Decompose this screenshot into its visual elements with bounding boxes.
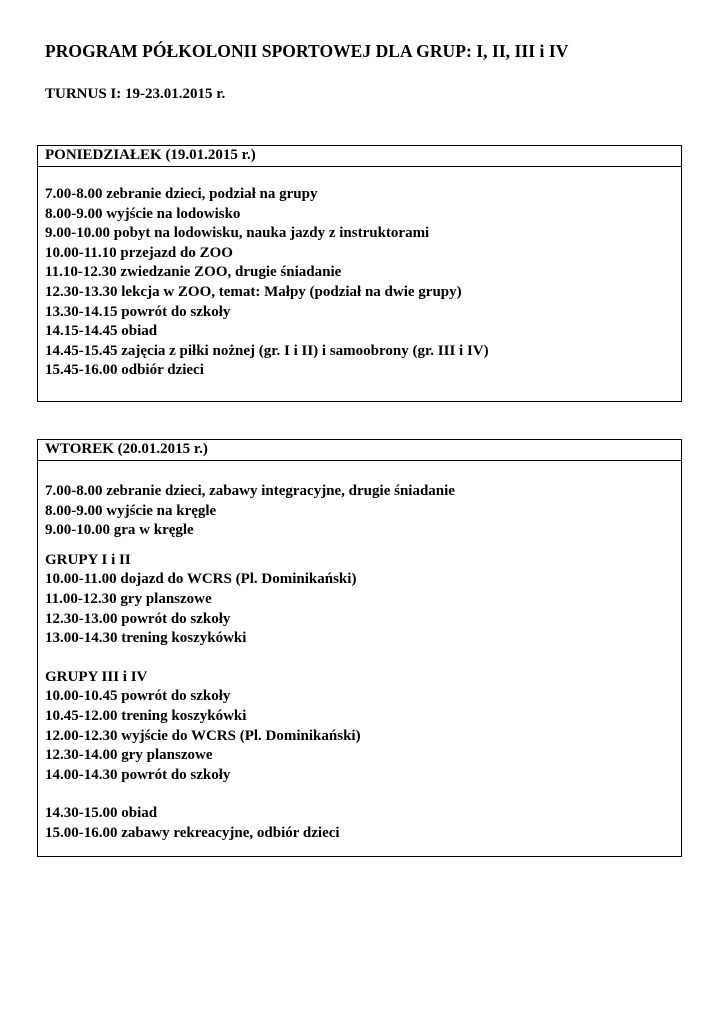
document-title: PROGRAM PÓŁKOLONII SPORTOWEJ DLA GRUP: I, II, III i IV [45, 41, 569, 61]
tuesday-item: 7.00-8.00 zebranie dzieci, zabawy integracyjne, drugie śniadanie [45, 483, 455, 499]
tuesday-item: 8.00-9.00 wyjście na kręgle [45, 502, 217, 519]
group-1-2-title: GRUPY I i II [45, 551, 131, 568]
monday-item: 11.10-12.30 zwiedzanie ZOO, drugie śniadanie [45, 264, 342, 281]
monday-item: 13.30-14.15 powrót do szkoły [45, 303, 231, 320]
monday-item: 14.15-14.45 obiad [45, 323, 158, 340]
tuesday-schedule-list [38, 461, 681, 844]
monday-schedule-list [38, 167, 681, 381]
session-subtitle: TURNUS I: 19-23.01.2015 r. [45, 86, 226, 102]
tuesday-afternoon-section [45, 804, 681, 843]
group-1-2-item: 10.00-11.00 dojazd do WCRS (Pl. Dominikański) [45, 571, 357, 588]
group-3-4-item: 10.45-12.00 trening koszykówki [45, 707, 247, 724]
group-1-2-item: 12.30-13.00 powrót do szkoły [45, 610, 231, 627]
monday-item: 12.30-13.30 lekcja w ZOO, temat: Małpy (podział na dwie grupy) [45, 283, 462, 300]
group-3-4-section [45, 668, 681, 786]
monday-header: PONIEDZIAŁEK (19.01.2015 r.) [38, 146, 681, 167]
monday-item: 7.00-8.00 zebranie dzieci, podział na grupy [45, 186, 318, 202]
group-3-4-item: 14.00-14.30 powrót do szkoły [45, 766, 231, 783]
monday-schedule-box [37, 145, 682, 402]
monday-item: 8.00-9.00 wyjście na lodowisko [45, 205, 241, 222]
group-1-2-section [45, 551, 681, 649]
monday-item: 10.00-11.10 przejazd do ZOO [45, 244, 233, 261]
group-3-4-item: 12.00-12.30 wyjście do WCRS (Pl. Dominikański) [45, 727, 361, 744]
tuesday-schedule-box [37, 439, 682, 857]
monday-item: 9.00-10.00 pobyt na lodowisku, nauka jazdy z instruktorami [45, 225, 430, 242]
group-1-2-item: 11.00-12.30 gry planszowe [45, 590, 212, 607]
group-3-4-item: 10.00-10.45 powrót do szkoły [45, 688, 231, 705]
group-3-4-item: 12.30-14.00 gry planszowe [45, 747, 213, 764]
group-1-2-item: 13.00-14.30 trening koszykówki [45, 630, 247, 647]
monday-item: 15.45-16.00 odbiór dzieci [45, 362, 204, 379]
tuesday-item: 15.00-16.00 zabawy rekreacyjne, odbiór dzieci [45, 824, 340, 841]
monday-item: 14.45-15.45 zajęcia z piłki nożnej (gr. I i II) i samoobrony (gr. III i IV) [45, 342, 489, 359]
tuesday-header: WTOREK (20.01.2015 r.) [38, 440, 681, 461]
tuesday-item: 9.00-10.00 gra w kręgle [45, 522, 194, 539]
tuesday-item: 14.30-15.00 obiad [45, 805, 158, 822]
group-3-4-title: GRUPY III i IV [45, 668, 148, 685]
